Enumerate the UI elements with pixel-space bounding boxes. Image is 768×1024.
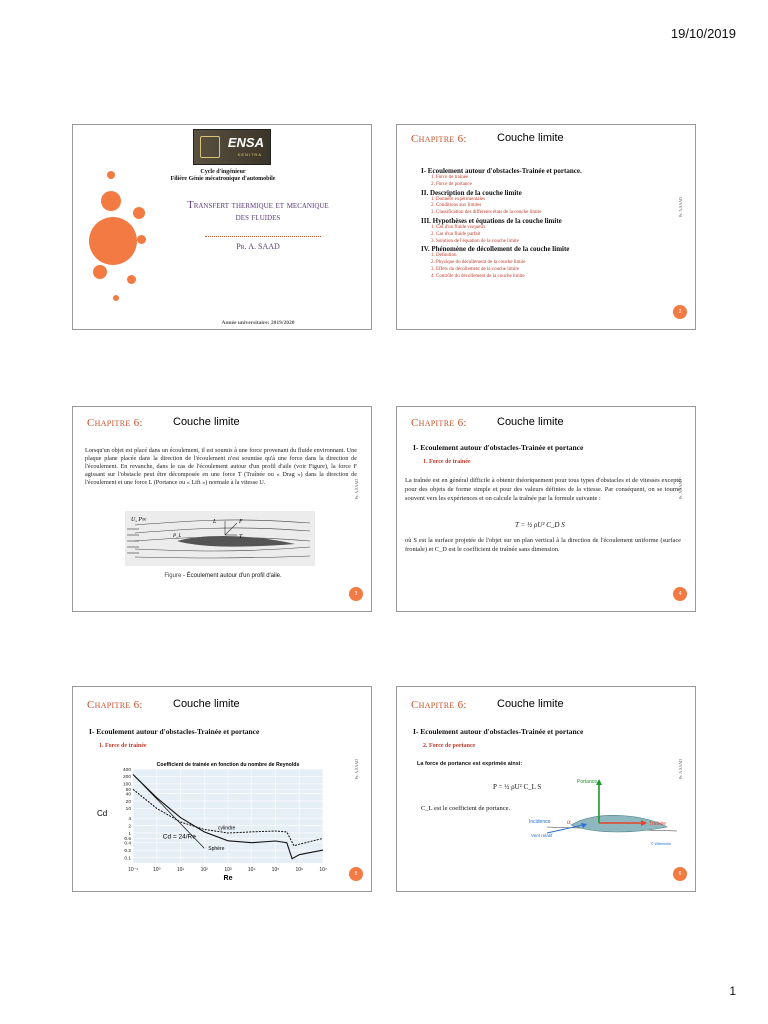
toc-item: 1. Cas d'un fluide visqueux bbox=[431, 224, 486, 230]
lift-intro: La force de portance est exprimée ainsi: bbox=[417, 761, 523, 767]
section-heading: I- Ecoulement autour d'obstacles-Trainée et portance bbox=[413, 443, 584, 452]
course-title-line2: des fluides bbox=[235, 212, 281, 223]
label-pl: P_L bbox=[173, 534, 182, 539]
drag-chart-svg bbox=[91, 757, 331, 887]
y-axis-label: Cd bbox=[97, 809, 108, 818]
x-axis-label: Re bbox=[223, 875, 233, 882]
filiere-text: Filière Génie mécatronique d'automobile bbox=[170, 176, 276, 182]
toc-item: 3. Solution de l'équation de la couche limite bbox=[431, 238, 519, 244]
decor-circle bbox=[101, 191, 121, 211]
slide-5[interactable] bbox=[72, 686, 372, 892]
logo bbox=[193, 129, 271, 165]
toc-item: 3. Classification des différents états de la couche limite bbox=[431, 210, 542, 216]
y-tick-label: 100 bbox=[122, 782, 131, 788]
drag-paragraph: La traînée est en général difficile à obtenir théoriquement pour tous types d'obstacles et de vitesses excepté pour des objets de forme simple et pour des valeurs définies de la vitesse. Par conséquent, on se tourne souvent vers les expériences et on calcule la traînée par la formule suivante : bbox=[405, 477, 681, 502]
airfoil-svg bbox=[125, 511, 315, 566]
chapter-label: Chapitre 6: bbox=[411, 699, 467, 711]
chapter-title: Couche limite bbox=[497, 416, 564, 428]
y-tick-label: 40 bbox=[125, 792, 131, 798]
y-tick-label: 400 bbox=[122, 767, 131, 773]
intro-paragraph: Lorsqu'un objet est placé dans un écoulement, il est soumis à une force provenant du fluide environnant. Une plaque plane placée dans la direction de l'écoulement n'est soumise qu'à une force dans la direction de l'écoulement. En revanche, dans le cas de l'écoulement autour d'un profil d'aile (voir Figure), la force F agissant sur l'obstacle peut être décomposée en une force T (Traînée ou « Drag ») dans la direction de l'écoulement et une force L (Portance ou « Lift ») normale à la vitesse U. bbox=[85, 447, 357, 486]
y-tick-label: 20 bbox=[125, 799, 131, 805]
y-tick-label: 0.6 bbox=[124, 837, 131, 843]
toc-section-heading: III. Hypothèses et équations de la couche limite bbox=[421, 216, 562, 225]
toc-item: 2. Physique du décollement de la couche limite bbox=[431, 260, 526, 266]
drag-chart bbox=[91, 757, 331, 887]
y-tick-label: 0.4 bbox=[124, 841, 131, 847]
logo-wordmark: ENSA bbox=[227, 135, 264, 150]
toc-item: 2. Force de portance bbox=[431, 181, 472, 187]
x-tick-label: 10⁷ bbox=[319, 867, 327, 873]
logo-subtext: KENITRA bbox=[237, 152, 262, 157]
y-tick-label: 0.2 bbox=[124, 848, 131, 854]
sphere-label: Sphère bbox=[208, 846, 225, 853]
y-tick-label: 1 bbox=[128, 831, 131, 837]
lift-figure bbox=[527, 773, 687, 859]
toc-item: 1. Données expérimentales bbox=[431, 196, 486, 202]
chapter-label: Chapitre 6: bbox=[411, 417, 467, 429]
title-divider bbox=[205, 236, 321, 237]
lift-formula: P = ½ ρU² C_L S bbox=[493, 783, 542, 791]
slide-3[interactable] bbox=[72, 406, 372, 612]
wind-arrow bbox=[547, 825, 583, 833]
slide-2[interactable] bbox=[396, 124, 696, 330]
slide-4[interactable] bbox=[396, 406, 696, 612]
y-tick-label: 0.1 bbox=[124, 856, 131, 862]
section-heading: I- Ecoulement autour d'obstacles-Trainée et portance bbox=[413, 727, 584, 736]
toc-item: 3. Effets du décollement de la couche limite bbox=[431, 266, 519, 272]
slide-number: 2 bbox=[673, 305, 687, 319]
y-tick-label: 60 bbox=[125, 788, 131, 794]
slide-number: 3 bbox=[349, 587, 363, 601]
y-tick-label: 2 bbox=[128, 824, 131, 830]
slide-1[interactable] bbox=[72, 124, 372, 330]
label-source: © Wikimedia bbox=[651, 842, 671, 846]
decor-circle bbox=[113, 295, 119, 301]
label-trainee: Traînée bbox=[649, 821, 667, 827]
decor-circle bbox=[133, 207, 145, 219]
x-tick-label: 10⁶ bbox=[295, 867, 304, 873]
side-author: Pr. A.SAAD bbox=[678, 479, 683, 499]
logo-emblem bbox=[200, 136, 220, 158]
slide-number: 6 bbox=[673, 867, 687, 881]
subsection-heading: 1. Force de trainée bbox=[99, 743, 147, 749]
label-u: U, P∞ bbox=[131, 517, 147, 523]
cylinder-label: cylindre bbox=[218, 825, 236, 832]
toc-section-heading: IV. Phénomène de décollement de la couche limite bbox=[421, 245, 570, 254]
x-tick-label: 10⁰ bbox=[152, 867, 161, 873]
lift-coefficient-text: C_L est le coefficient de portance. bbox=[421, 805, 511, 812]
page-number: 1 bbox=[729, 984, 736, 998]
x-tick-label: 10² bbox=[200, 867, 208, 873]
x-tick-label: 10⁻¹ bbox=[128, 867, 138, 873]
toc-item: 4. Contrôle du décollement de la couche limite bbox=[431, 273, 525, 279]
chapter-label: Chapitre 6: bbox=[411, 133, 467, 145]
decor-circle bbox=[93, 265, 107, 279]
chart-title: Coefficient de trainée en fonction du nombre de Reynolds bbox=[156, 762, 300, 768]
toc-item: 1. Force de trainée bbox=[431, 175, 469, 180]
toc-item: 1. Définition bbox=[431, 253, 457, 259]
toc-item: 2. Cas d'un fluide parfait bbox=[431, 231, 481, 237]
x-tick-label: 10⁴ bbox=[247, 867, 256, 873]
chapter-title: Couche limite bbox=[173, 698, 240, 710]
toc-section-heading: I- Ecoulement autour d'obstacles-Trainée et portance. bbox=[421, 167, 582, 175]
label-vent: Vent relatif bbox=[531, 833, 553, 838]
decor-circle bbox=[107, 171, 115, 179]
page-date: 19/10/2019 bbox=[670, 26, 736, 41]
chapter-label: Chapitre 6: bbox=[87, 417, 143, 429]
chapter-title: Couche limite bbox=[497, 698, 564, 710]
slide-6[interactable] bbox=[396, 686, 696, 892]
figure-caption bbox=[73, 573, 372, 579]
label-t: T bbox=[239, 534, 243, 540]
caption-prefix: Figure bbox=[164, 573, 182, 579]
toc-item: 2. Conditions aux limites bbox=[431, 203, 482, 209]
slide-number: 5 bbox=[349, 867, 363, 881]
label-alpha: α bbox=[567, 818, 571, 826]
x-tick-label: 10¹ bbox=[176, 867, 185, 873]
x-tick-label: 10³ bbox=[224, 867, 232, 873]
chapter-title: Couche limite bbox=[173, 416, 240, 428]
academic-year: Année universitaire: 2019/2020 bbox=[221, 320, 295, 326]
slide-number: 4 bbox=[673, 587, 687, 601]
label-incidence: Incidence bbox=[529, 819, 551, 825]
drag-definition: où S est la surface projetée de l'objet sur un plan vertical à la direction de l'écoulement uniforme (surface frontale) et C_D est le coefficient de traînée sans dimension. bbox=[405, 537, 681, 553]
side-author: Pr. A.SAAD bbox=[354, 479, 359, 499]
caption-text: - Écoulement autour d'un profil d'aile. bbox=[183, 573, 282, 579]
table-of-contents bbox=[421, 167, 681, 281]
course-title-line1: Transfert thermique et mecanique bbox=[187, 200, 329, 211]
cycle-text: Cycle d'ingénieur bbox=[200, 169, 246, 175]
decor-circle-large bbox=[89, 217, 137, 265]
label-f: F bbox=[239, 519, 243, 525]
label-portance: Portance bbox=[577, 779, 598, 785]
y-tick-label: 4 bbox=[128, 816, 131, 822]
drag-formula: T = ½ ρU² C_D S bbox=[515, 521, 565, 529]
side-author: Pr. A.SAAD bbox=[678, 759, 683, 779]
subsection-heading: 2. Force de portance bbox=[423, 743, 476, 749]
label-l: L bbox=[213, 519, 217, 525]
x-tick-label: 10⁵ bbox=[271, 867, 280, 873]
side-author: Pr. A.SAAD bbox=[354, 759, 359, 779]
airfoil-shape bbox=[177, 536, 295, 547]
decor-circle bbox=[127, 275, 136, 284]
author: Pr. A. SAAD bbox=[236, 242, 280, 251]
decor-circle bbox=[137, 235, 146, 244]
chapter-title: Couche limite bbox=[497, 132, 564, 144]
toc-list bbox=[421, 167, 681, 281]
side-author: Pr. A.SAAD bbox=[678, 197, 683, 217]
toc-section-heading: II. Description de la couche limite bbox=[421, 188, 522, 197]
subsection-heading: 1. Force de trainée bbox=[423, 459, 471, 465]
chapter-label: Chapitre 6: bbox=[87, 699, 143, 711]
formula-label: Cd = 24/Re bbox=[162, 833, 196, 841]
airfoil-figure bbox=[125, 511, 315, 566]
y-tick-label: 10 bbox=[125, 807, 131, 813]
y-tick-label: 200 bbox=[122, 775, 131, 781]
section-heading: I- Ecoulement autour d'obstacles-Trainée et portance bbox=[89, 727, 260, 736]
lift-svg bbox=[527, 773, 687, 859]
